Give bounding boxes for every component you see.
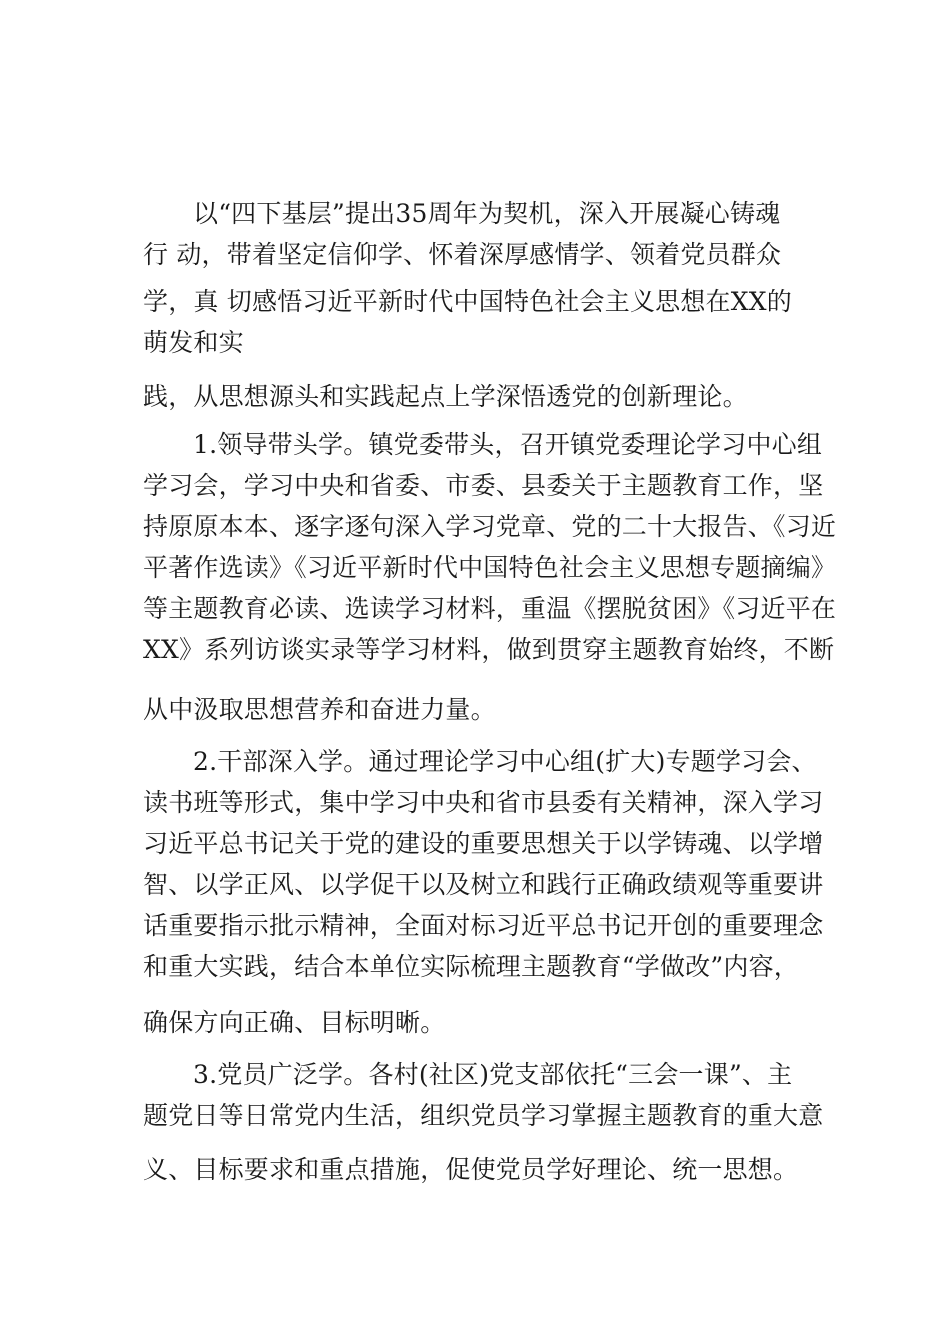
item1-line-4: 平著作选读》《习近平新时代中国特色社会主义思想专题摘编》	[143, 553, 837, 582]
item2-line-7: 确保方向正确、目标明晰。	[143, 1008, 446, 1037]
item3-line-1: 3.党员广泛学。各村(社区)党支部依托“三会一课”、主	[193, 1060, 793, 1089]
intro-line-1: 以“四下基层”提出35周年为契机，深入开展凝心铸魂	[193, 199, 781, 228]
item1-line-1: 1.领导带头学。镇党委带头，召开镇党委理论学习中心组	[193, 430, 823, 459]
item2-line-6: 和重大实践，结合本单位实际梳理主题教育“学做改”内容，	[143, 952, 799, 981]
item2-line-1: 2.干部深入学。通过理论学习中心组(扩大)专题学习会、	[193, 747, 817, 776]
intro-line-5: 践，从思想源头和实践起点上学深悟透党的创新理论。	[143, 382, 748, 411]
item3-line-2: 题党日等日常党内生活，组织党员学习掌握主题教育的重大意	[143, 1101, 824, 1130]
item2-line-5: 话重要指示批示精神，全面对标习近平总书记开创的重要理念	[143, 911, 824, 940]
item1-line-6: XX》系列访谈实录等学习材料，做到贯穿主题教育始终，不断	[143, 635, 835, 664]
item1-line-5: 等主题教育必读、选读学习材料，重温《摆脱贫困》《习近平在	[143, 594, 837, 623]
item2-line-2: 读书班等形式，集中学习中央和省市县委有关精神，深入学习	[143, 788, 824, 817]
item2-line-4: 智、以学正风、以学促干以及树立和践行正确政绩观等重要讲	[143, 870, 824, 899]
intro-line-3: 学，真 切感悟习近平新时代中国特色社会主义思想在XX的	[143, 287, 792, 316]
intro-line-4: 萌发和实	[143, 328, 244, 357]
intro-line-2: 行 动，带着坚定信仰学、怀着深厚感情学、领着党员群众	[143, 240, 782, 269]
item1-line-2: 学习会，学习中央和省委、市委、县委关于主题教育工作，坚	[143, 471, 824, 500]
item3-line-3: 义、目标要求和重点措施，促使党员学好理论、统一思想。	[143, 1155, 799, 1184]
item1-line-3: 持原原本本、逐字逐句深入学习党章、党的二十大报告、《习近	[143, 512, 837, 541]
item2-line-3: 习近平总书记关于党的建设的重要思想关于以学铸魂、以学增	[143, 829, 824, 858]
item1-line-7: 从中汲取思想营养和奋进力量。	[143, 695, 496, 724]
